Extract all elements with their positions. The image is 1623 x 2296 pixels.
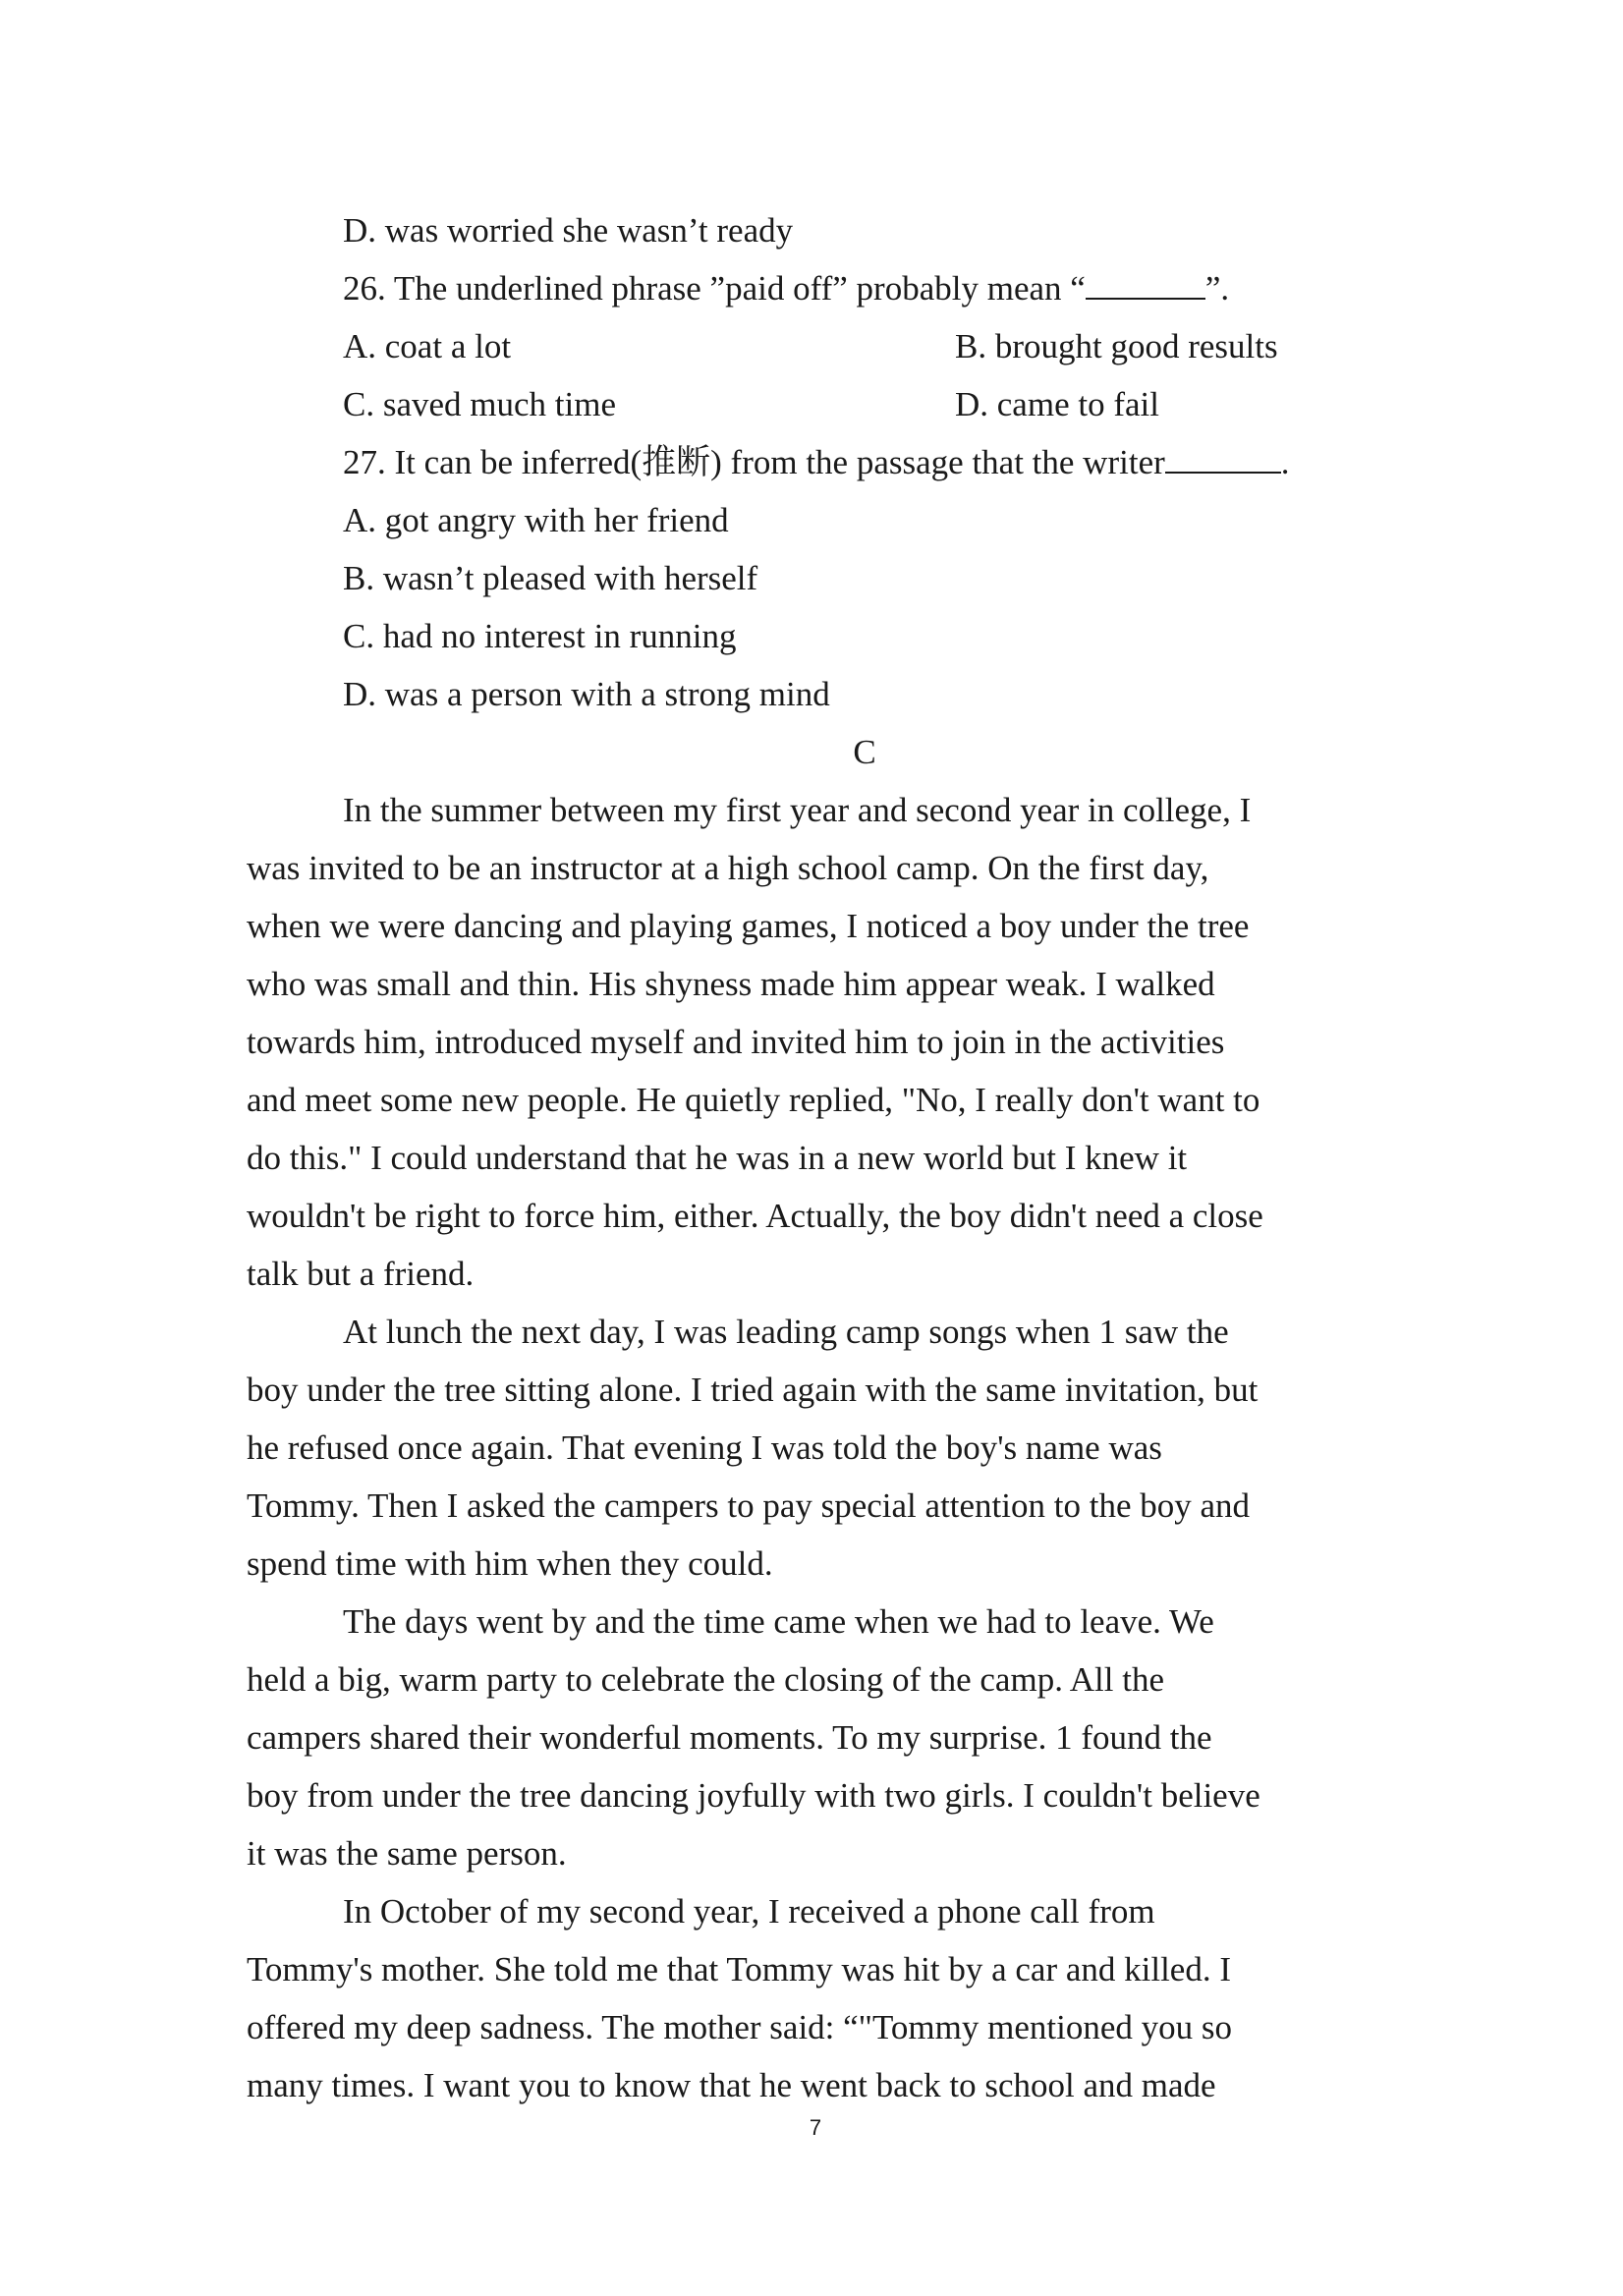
passage-line: do this." I could understand that he was in a new world but I knew it bbox=[247, 1139, 1188, 1177]
answer-blank bbox=[1165, 442, 1281, 474]
q27-option-c: C. had no interest in running bbox=[343, 617, 737, 655]
answer-blank bbox=[1086, 268, 1205, 300]
passage-line: boy from under the tree dancing joyfully with two girls. I couldn't believe bbox=[247, 1776, 1260, 1815]
passage-line: wouldn't be right to force him, either. Actually, the boy didn't need a close bbox=[247, 1197, 1263, 1235]
q25-option-d: D. was worried she wasn’t ready bbox=[343, 211, 794, 250]
passage-line: it was the same person. bbox=[247, 1834, 567, 1873]
q27-option-a: A. got angry with her friend bbox=[343, 501, 729, 539]
passage-line: and meet some new people. He quietly replied, "No, I really don't want to bbox=[247, 1081, 1260, 1119]
passage-line: who was small and thin. His shyness made him appear weak. I walked bbox=[247, 965, 1215, 1003]
passage-line: many times. I want you to know that he went back to school and made bbox=[247, 2066, 1216, 2104]
q27-option-d: D. was a person with a strong mind bbox=[343, 675, 830, 713]
passage-line: when we were dancing and playing games, I noticed a boy under the tree bbox=[247, 907, 1250, 945]
q26-option-a: A. coat a lot bbox=[343, 327, 512, 365]
passage-line: offered my deep sadness. The mother said: “"Tommy mentioned you so bbox=[247, 2008, 1232, 2046]
passage-line: campers shared their wonderful moments. To my surprise. 1 found the bbox=[247, 1718, 1212, 1757]
passage-line: Tommy. Then I asked the campers to pay special attention to the boy and bbox=[247, 1486, 1251, 1525]
q26-stem bbox=[343, 267, 1229, 310]
passage-line: towards him, introduced myself and invited him to join in the activities bbox=[247, 1023, 1225, 1061]
passage-line: held a big, warm party to celebrate the closing of the camp. All the bbox=[247, 1660, 1164, 1699]
q27-option-b: B. wasn’t pleased with herself bbox=[343, 559, 758, 597]
passage-line: was invited to be an instructor at a high school camp. On the first day, bbox=[247, 849, 1209, 887]
section-letter: C bbox=[853, 733, 876, 771]
passage-line: Tommy's mother. She told me that Tommy was hit by a car and killed. I bbox=[247, 1950, 1231, 1988]
passage-line: At lunch the next day, I was leading camp songs when 1 saw the bbox=[343, 1313, 1229, 1351]
q27-stem-text: 27. It can be inferred(推断) from the passage that the writer bbox=[343, 443, 1165, 481]
q27-stem-end: . bbox=[1280, 443, 1290, 481]
q26-option-d: D. came to fail bbox=[955, 385, 1159, 423]
q26-stem-text: 26. The underlined phrase ”paid off” probably mean “ bbox=[343, 269, 1086, 308]
passage-line: In October of my second year, I received a phone call from bbox=[343, 1892, 1155, 1931]
passage-line: he refused once again. That evening I was told the boy's name was bbox=[247, 1428, 1162, 1467]
q26-option-c: C. saved much time bbox=[343, 385, 617, 423]
passage-line: The days went by and the time came when we had to leave. We bbox=[343, 1602, 1214, 1641]
passage-line: In the summer between my first year and second year in college, I bbox=[343, 791, 1252, 829]
page-number: 7 bbox=[809, 2115, 822, 2140]
q26-stem-end: ”. bbox=[1204, 269, 1230, 308]
q26-option-b: B. brought good results bbox=[955, 327, 1278, 365]
passage-line: spend time with him when they could. bbox=[247, 1544, 773, 1583]
q27-stem bbox=[343, 441, 1290, 484]
passage-line: boy under the tree sitting alone. I tried again with the same invitation, but bbox=[247, 1371, 1259, 1409]
passage-line: talk but a friend. bbox=[247, 1255, 475, 1293]
